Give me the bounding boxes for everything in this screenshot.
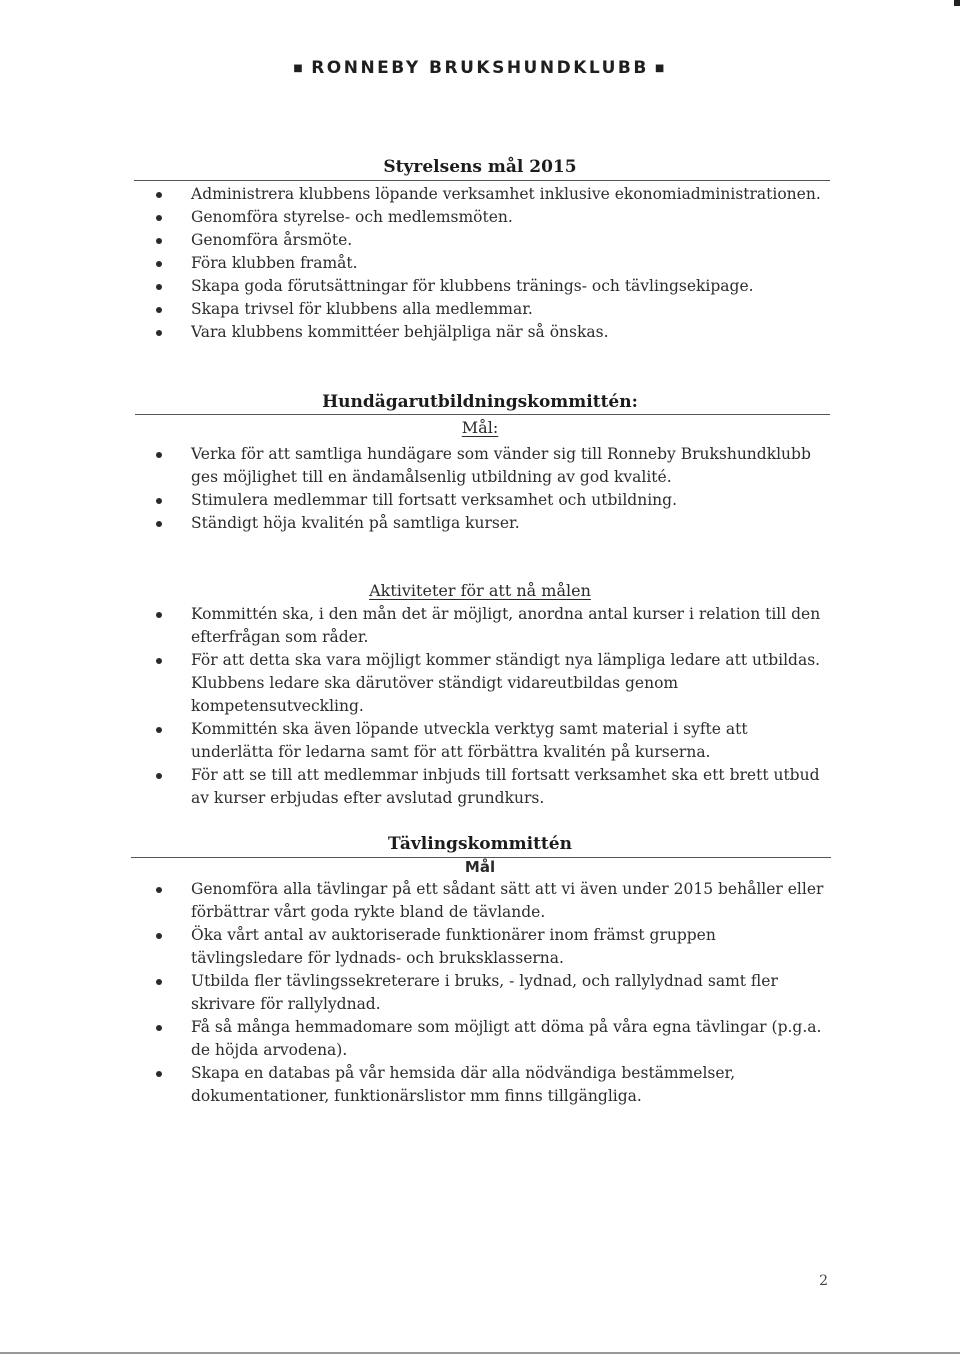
hundagare-rule xyxy=(135,414,830,415)
page-number: 2 xyxy=(819,1273,828,1289)
list-item xyxy=(152,183,832,206)
list-item xyxy=(152,229,832,252)
bullet-icon xyxy=(156,979,162,985)
list-item-text: Skapa trivsel för klubbens alla medlemmar. xyxy=(191,300,533,318)
club-header xyxy=(0,58,960,78)
list-item xyxy=(152,970,832,1016)
list-item-text: Kommittén ska även löpande utveckla verktyg samt material i syfte att underlätta för ledarna samt för att förbättra kvalitén på kurserna. xyxy=(191,720,748,761)
list-item-text: Vara klubbens kommittéer behjälpliga när så önskas. xyxy=(191,323,609,341)
list-item xyxy=(152,603,832,649)
list-item-text: Stimulera medlemmar till fortsatt verksamhet och utbildning. xyxy=(191,491,678,509)
list-item-text: Genomföra alla tävlingar på ett sådant sätt att vi även under 2015 behåller eller förbättrar vårt goda rykte bland de tävlande. xyxy=(191,880,824,921)
list-item xyxy=(152,252,832,275)
bullet-icon xyxy=(156,1025,162,1031)
list-item xyxy=(152,443,832,489)
bullet-icon xyxy=(156,658,162,664)
list-item xyxy=(152,512,832,535)
hundagare-goals-list xyxy=(152,443,832,535)
hundagare-activities-label: Aktiviteter för att nå målen xyxy=(369,581,591,600)
bullet-icon xyxy=(156,307,162,313)
bullet-icon xyxy=(156,215,162,221)
header-marker-right: ■ xyxy=(654,63,667,74)
bullet-icon xyxy=(156,612,162,618)
bullet-icon xyxy=(156,498,162,504)
list-item xyxy=(152,298,832,321)
list-item xyxy=(152,924,832,970)
bullet-icon xyxy=(156,192,162,198)
list-item-text: Få så många hemmadomare som möjligt att döma på våra egna tävlingar (p.g.a. de höjda arvodena). xyxy=(191,1018,822,1059)
list-item-text: Administrera klubbens löpande verksamhet inklusive ekonomiadministrationen. xyxy=(191,185,821,203)
bullet-icon xyxy=(156,330,162,336)
list-item xyxy=(152,718,832,764)
bullet-icon xyxy=(156,452,162,458)
list-item xyxy=(152,1016,832,1062)
bullet-icon xyxy=(156,238,162,244)
tavling-goals-label: Mål xyxy=(464,858,496,876)
list-item xyxy=(152,321,832,344)
bullet-icon xyxy=(156,887,162,893)
list-item-text: Skapa goda förutsättningar för klubbens tränings- och tävlingsekipage. xyxy=(191,277,754,295)
styrelsen-title: Styrelsens mål 2015 xyxy=(383,157,577,177)
scan-edge-line xyxy=(0,1352,960,1354)
bullet-icon xyxy=(156,521,162,527)
bullet-icon xyxy=(156,727,162,733)
bullet-icon xyxy=(156,933,162,939)
scan-corner-mark xyxy=(954,0,960,6)
list-item-text: Öka vårt antal av auktoriserade funktionärer inom främst gruppen tävlingsledare för lydnads- och bruksklasserna. xyxy=(191,926,716,967)
styrelsen-rule xyxy=(134,180,830,181)
list-item-text: För att detta ska vara möjligt kommer ständigt nya lämpliga ledare att utbildas. Klubbens ledare ska därutöver ständigt vidareutbildas genom kompetensutveckling. xyxy=(191,651,821,715)
tavling-title: Tävlingskommittén xyxy=(388,834,572,854)
header-marker-left: ■ xyxy=(293,63,306,74)
bullet-icon xyxy=(156,773,162,779)
list-item xyxy=(152,649,832,718)
hundagare-activities-list xyxy=(152,603,832,810)
hundagare-goals-label: Mål: xyxy=(461,418,499,437)
bullet-icon xyxy=(156,261,162,267)
list-item xyxy=(152,206,832,229)
bullet-icon xyxy=(156,284,162,290)
bullet-icon xyxy=(156,1071,162,1077)
list-item-text: Skapa en databas på vår hemsida där alla nödvändiga bestämmelser, dokumentationer, funktionärslistor mm finns tillgängliga. xyxy=(191,1064,736,1105)
list-item-text: För att se till att medlemmar inbjuds till fortsatt verksamhet ska ett brett utbud av kurser erbjudas efter avslutad grundkurs. xyxy=(191,766,820,807)
tavling-goals-list xyxy=(152,878,832,1108)
club-name: RONNEBY BRUKSHUNDKLUBB xyxy=(311,58,649,78)
list-item-text: Ständigt höja kvalitén på samtliga kurser. xyxy=(191,514,520,532)
list-item xyxy=(152,489,832,512)
list-item xyxy=(152,275,832,298)
list-item-text: Utbilda fler tävlingssekreterare i bruks, - lydnad, och rallylydnad samt fler skrivare för rallylydnad. xyxy=(191,972,778,1013)
list-item-text: Genomföra årsmöte. xyxy=(191,231,353,249)
hundagare-title: Hundägarutbildningskommittén: xyxy=(322,392,638,412)
list-item xyxy=(152,878,832,924)
list-item-text: Föra klubben framåt. xyxy=(191,254,358,272)
list-item xyxy=(152,764,832,810)
list-item-text: Kommittén ska, i den mån det är möjligt, anordna antal kurser i relation till den efterfrågan som råder. xyxy=(191,605,821,646)
list-item-text: Verka för att samtliga hundägare som vänder sig till Ronneby Brukshundklubb ges möjlighet till en ändamålsenlig utbildning av god kvalité. xyxy=(191,445,811,486)
list-item xyxy=(152,1062,832,1108)
styrelsen-list xyxy=(152,183,832,344)
list-item-text: Genomföra styrelse- och medlemsmöten. xyxy=(191,208,513,226)
